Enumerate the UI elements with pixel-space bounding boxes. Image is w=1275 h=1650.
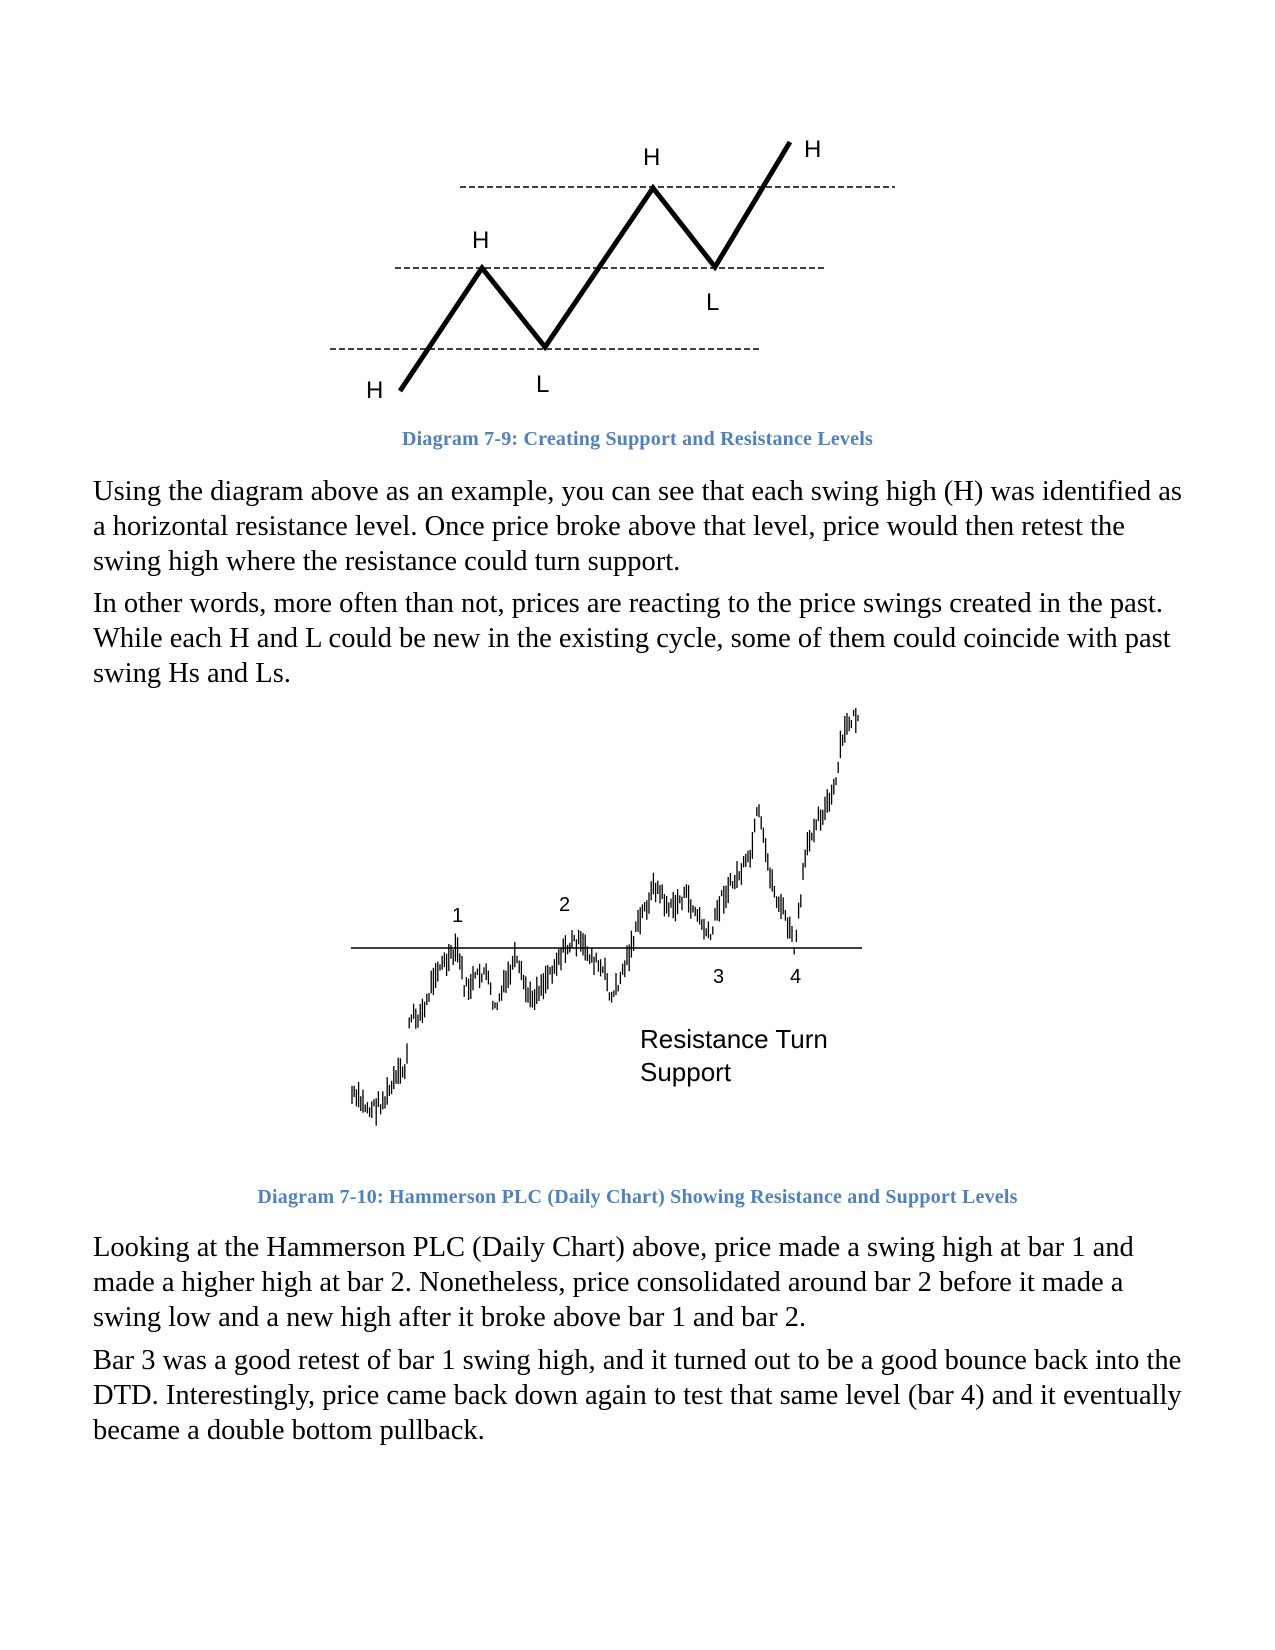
- zigzag-price-path: [400, 142, 790, 391]
- bar-label-2: 2: [559, 894, 571, 916]
- annotation-line-1: Resistance Turn: [640, 1024, 828, 1054]
- diagram-swing-levels: [320, 120, 920, 420]
- label-l1: L: [536, 371, 550, 398]
- label-l2: L: [706, 289, 720, 316]
- paragraph-3: Looking at the Hammerson PLC (Daily Chart) above, price made a swing high at bar 1 and made a higher high at bar 2. Nonetheless, price consolidated around bar 2 before it made a swing low and a new high after it broke above bar 1 and bar 2.: [93, 1232, 1134, 1333]
- label-h2: H: [643, 144, 661, 171]
- label-h3: H: [804, 136, 822, 163]
- label-h0: H: [366, 377, 384, 404]
- bar-label-1: 1: [452, 905, 464, 927]
- label-h1: H: [472, 227, 490, 254]
- price-bars: [352, 708, 858, 1126]
- diagram-hammerson-chart: [350, 700, 875, 1170]
- annotation-line-2: Support: [640, 1057, 732, 1087]
- bar-label-4: 4: [790, 966, 802, 988]
- paragraph-2: In other words, more often than not, prices are reacting to the price swings created in the past. While each H and L could be new in the existing cycle, some of them could coincide with past swing Hs and Ls.: [93, 588, 1171, 689]
- caption-diagram-7-10: Diagram 7-10: Hammerson PLC (Daily Chart) Showing Resistance and Support Levels: [257, 1186, 1018, 1208]
- paragraph-1: Using the diagram above as an example, you can see that each swing high (H) was identified as a horizontal resistance level. Once price broke above that level, price would then retest the swing high where the resistance could turn support.: [93, 476, 1182, 577]
- caption-diagram-7-9: Diagram 7-9: Creating Support and Resistance Levels: [402, 428, 873, 450]
- bar-label-3: 3: [713, 966, 725, 988]
- paragraph-4: Bar 3 was a good retest of bar 1 swing high, and it turned out to be a good bounce back into the DTD. Interestingly, price came back down again to test that same level (bar 4) and it eventually became a double bottom pullback.: [93, 1345, 1182, 1446]
